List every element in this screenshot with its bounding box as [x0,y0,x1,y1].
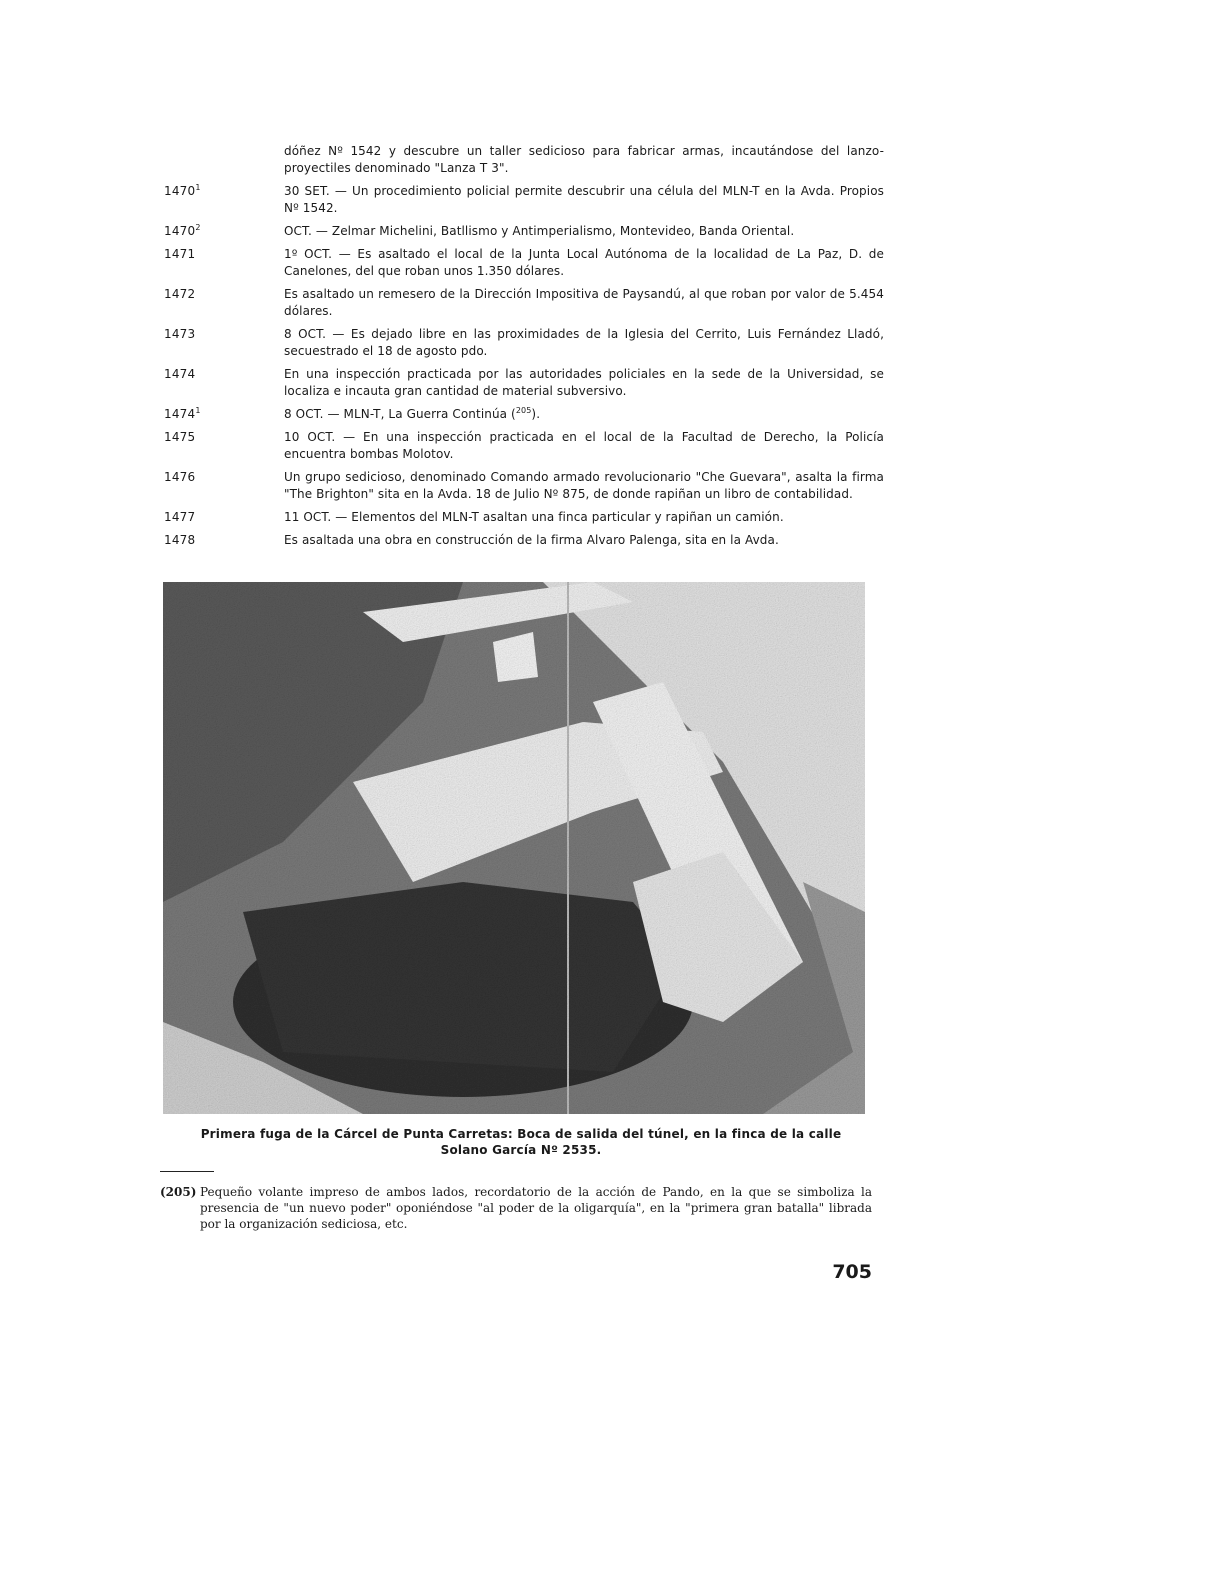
footnote-divider [160,1171,214,1172]
entry-number: 1478 [164,533,196,547]
chronology-entry [164,223,884,240]
footnote-text: Pequeño volante impreso de ambos lados, recordatorio de la acción de Pando, en la que se simboliza la presencia de "un nuevo poder" oponiéndose "al poder de la oligarquía", en la "primera gran batalla" librada por la organización sediciosa, etc. [200,1185,872,1231]
chronology-entry [164,366,884,400]
entry-number: 1473 [164,327,196,341]
chronology-entry [164,246,884,280]
entry-number: 1472 [164,287,196,301]
caption-line: Primera fuga de la Cárcel de Punta Carretas: Boca de salida del túnel, en la finca de la calle [200,1127,842,1141]
chronology-entry [164,326,884,360]
entry-number: 1474$^1$ [164,406,201,421]
entry-text: En una inspección practicada por las autoridades policiales en la sede de la Universidad, se localiza e incauta gran cantidad de material subversivo. [284,367,884,398]
entry-text: dóñez Nº 1542 y descubre un taller sedicioso para fabricar armas, incautándose del lanzo-proyectiles denominado "Lanza T 3". [284,144,884,175]
entry-text: OCT. — Zelmar Michelini, Batllismo y Antimperialismo, Montevideo, Banda Oriental. [284,224,795,238]
entry-text: Un grupo sedicioso, denominado Comando armado revolucionario "Che Guevara", asalta la firma "The Brighton" sita en la Avda. 18 de Julio Nº 875, de donde rapiñan un libro de contabilidad. [284,470,884,501]
entry-text: Es asaltado un remesero de la Dirección Impositiva de Paysandú, al que roban por valor de 5.454 dólares. [284,287,884,318]
chronology-entry [164,509,884,526]
chronology-entry [164,406,884,423]
chronology-entries [164,143,884,555]
chronology-entry [164,183,884,217]
chronology-entry [164,286,884,320]
entry-number: 1470$^1$ [164,183,201,198]
entry-number: 1477 [164,510,196,524]
entry-text: 1º OCT. — Es asaltado el local de la Junta Local Autónoma de la localidad de La Paz, D. de Canelones, del que roban unos 1.350 dólares. [284,247,884,278]
entry-text: 30 SET. — Un procedimiento policial permite descubrir una célula del MLN-T en la Avda. Propios Nº 1542. [284,184,884,215]
entry-number: 1476 [164,470,196,484]
chronology-entry [164,143,884,177]
entry-text: 8 OCT. — Es dejado libre en las proximidades de la Iglesia del Cerrito, Luis Fernández Lladó, secuestrado el 18 de agosto pdo. [284,327,884,358]
entry-number: 1474 [164,367,196,381]
footnote [160,1184,872,1232]
chronology-entry [164,469,884,503]
photo-caption [156,1126,886,1158]
chronology-entry [164,532,884,549]
tunnel-exit-photo [163,582,865,1114]
footnote-mark: (205) [160,1185,197,1199]
entry-text: 8 OCT. — MLN-T, La Guerra Continúa ($^{205}$). [284,406,541,421]
entry-number: 1475 [164,430,196,444]
photo-illustration [163,582,865,1114]
chronology-entry [164,429,884,463]
entry-number: 1471 [164,247,196,261]
entry-text: 10 OCT. — En una inspección practicada en el local de la Facultad de Derecho, la Policía encuentra bombas Molotov. [284,430,884,461]
entry-text: Es asaltada una obra en construcción de la firma Alvaro Palenga, sita en la Avda. [284,533,779,547]
entry-text: 11 OCT. — Elementos del MLN-T asaltan una finca particular y rapiñan un camión. [284,510,784,524]
footnote-reference: 205 [515,406,532,415]
page-number: 705 [832,1261,872,1283]
entry-number: 1470$^2$ [164,223,201,238]
caption-line: Solano García Nº 2535. [440,1143,602,1157]
